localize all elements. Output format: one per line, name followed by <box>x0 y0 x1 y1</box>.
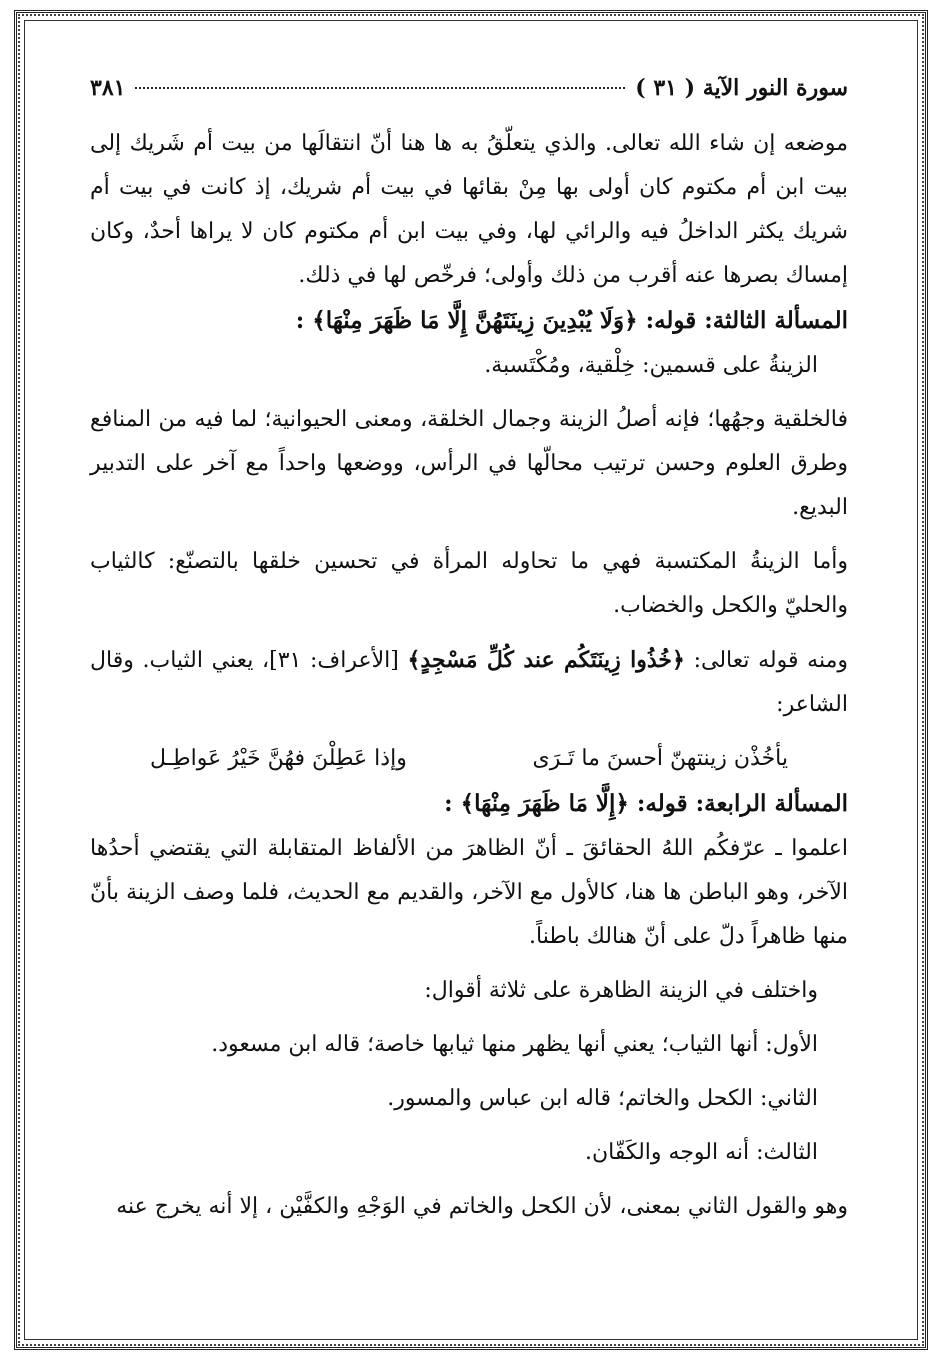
poem-verse <box>90 737 848 781</box>
header-title: سورة النور الآية ( ٣١ ) <box>635 75 848 101</box>
paragraph-5-tail: [الأعراف: ٣١]، يعني الثياب. وقال الشاعر: <box>90 648 848 717</box>
paragraph-5 <box>90 638 848 727</box>
paragraph-1: موضعه إن شاء الله تعالى. والذي يتعلّقُ به ها هنا أنّ انتقالَها من بيت أم شَريك إلى بيت ابن أم مكتوم كان أولى بها مِنْ بقائها في بيت أم شريك، إذ كانت في بيت أم شريك يكثر الداخلُ فيه والرائي لها، وفي بيت ابن أم مكتوم كان لا يراها أحدٌ، وكان إمساك بصرها عنه أقرب من ذلك وأولى؛ فرخّص لها في ذلك. <box>90 131 848 288</box>
book-page <box>90 68 848 1308</box>
paragraph-3: فالخلقية وجهُها؛ فإنه أصلُ الزينة وجمال الخلقة، ومعنى الحيوانية؛ لما فيه من المنافع وطرق العلوم وحسن ترتيب محالّها في الرأس، ووضعها واحداً مع آخر على التدبير البديع. <box>90 407 848 520</box>
poem-second-hemistich: وإذا عَطِلْنَ فهُنَّ خَيْرُ عَواطِـل <box>150 746 407 771</box>
paragraph-6: اعلموا ـ عرّفكُم اللهُ الحقائقَ ـ أنّ الظاهرَ من الألفاظ المتقابلة التي يقتضي أحدُها الآخر، وهو الباطن ها هنا، كالأول مع الآخر، والقديم مع الحديث، فلما وصف الزينة بأنّ منها ظاهراً دلّ على أنّ هنالك باطناً. <box>90 836 848 949</box>
heading-4-verse: ﴿إِلَّا مَا ظَهَرَ مِنْهَا﴾ <box>460 790 629 817</box>
paragraph-9: الثاني: الكحل والخاتم؛ قاله ابن عباس والمسور. <box>387 1086 818 1111</box>
paragraph-7: واختلف في الزينة الظاهرة على ثلاثة أقوال: <box>424 978 818 1003</box>
paragraph-5-verse: ﴿خُذُوا زِينَتَكُم عند كُلِّ مَسْجِدٍ﴾ <box>407 647 685 673</box>
paragraph-8: الأول: أنها الثياب؛ يعني أنها يظهر منها ثيابها خاصة؛ قاله ابن مسعود. <box>211 1032 818 1057</box>
heading-3-tail: : <box>295 307 305 334</box>
heading-4-tail: : <box>444 790 453 817</box>
section-heading-3 <box>90 298 848 344</box>
paragraph-5-lead: ومنه قوله تعالى: <box>693 648 849 673</box>
paragraph-11: وهو والقول الثاني بمعنى، لأن الكحل والخاتم في الوَجْهِ والكفَّيْن ، إلا أنه يخرج عنه <box>116 1194 848 1219</box>
poem-first-hemistich: يأخُذْن زينتهنّ أحسنَ ما تَـرَى <box>532 746 788 771</box>
page-number: ٣٨١ <box>90 75 126 101</box>
running-header <box>90 68 848 108</box>
heading-4-label: المسألة الرابعة: قوله: <box>636 790 848 817</box>
heading-3-label: المسألة الثالثة: قوله: <box>645 307 848 334</box>
heading-3-verse: ﴿وَلَا يُبْدِينَ زِينَتَهُنَّ إِلَّا مَا ظَهَرَ مِنْهَا﴾ <box>312 307 638 334</box>
paragraph-2: الزينةُ على قسمين: خِلْقية، ومُكْتَسبة. <box>484 353 818 378</box>
paragraph-10: الثالث: أنه الوجه والكَفّان. <box>584 1140 818 1165</box>
header-leader-dots <box>135 87 625 89</box>
paragraph-4: وأما الزينةُ المكتسبة فهي ما تحاوله المرأة في تحسين خلقها بالتصنّع: كالثياب والحليّ والكحل والخضاب. <box>90 549 848 618</box>
section-heading-4 <box>90 781 848 827</box>
